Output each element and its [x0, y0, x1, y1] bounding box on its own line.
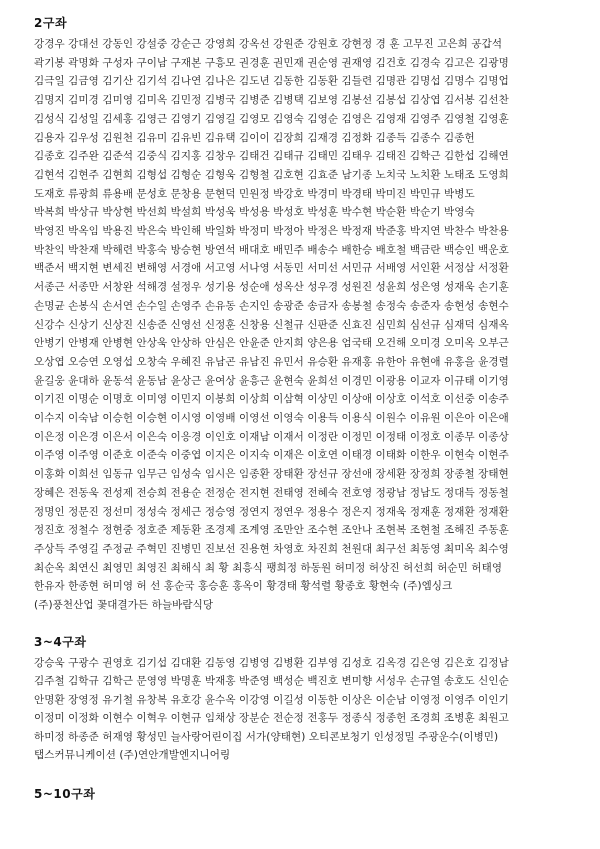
name-row: 서종근 서종만 서창완 석해경 설정우 성기용 성순애 성옥산 성우경 성원진 성윤희 성은영 성재욱 손기훈 — [34, 281, 509, 294]
name-row: 이수지 이숙남 이승헌 이승현 이시영 이영배 이영선 이영숙 이용득 이용식 이원수 이유원 이은아 이은애 — [34, 412, 509, 425]
name-row: 정명인 정문진 정선미 정성숙 정세근 정승영 정연지 정연우 정용수 정은지 정재욱 정재훈 정재환 정재환 — [34, 505, 509, 518]
name-row: 이주영 이주영 이준호 이준숙 이중엽 이지은 이지숙 이재은 이호연 이태경 이태화 이한우 이현숙 이현주 — [34, 449, 509, 462]
name-row: 신강수 신상기 신상진 신송준 신영선 신정훈 신창용 신철규 신판준 신효진 심민희 심선규 심재덕 심재옥 — [34, 318, 509, 331]
name-row: 김명지 김미경 김미영 김미옥 김민정 김병국 김병준 김병택 김보영 김봉선 김봉섭 김상엽 김서봉 김선찬 — [34, 94, 509, 107]
name-row: 최순옥 최연신 최영민 최영진 최해식 최 황 최흥식 팽희정 하동원 허미정 허상진 허선희 허순민 허태영 — [34, 561, 503, 574]
name-row: 하미정 하종준 허재영 황성민 늘사랑어린이집 서가(양태현) 오티콘보청기 인성정밀 주광운수(이병민) — [34, 730, 499, 743]
name-row: 이기진 이명순 이명호 이미영 이민지 이봉희 이상희 이삼혁 이상민 이상애 이상호 이석호 이선중 이송주 — [34, 393, 509, 406]
name-row: 강승욱 구광수 권영호 김기섭 김대환 김동영 김병영 김병환 김부영 김성호 김옥경 김은영 김은호 김정남 — [34, 656, 509, 669]
name-row: 정진호 정철수 정현중 정호준 제동환 조경제 조계영 조만안 조수현 조안나 조현복 조현철 조해진 주동훈 — [34, 524, 509, 537]
name-row: 박영진 박옥임 박용진 박은숙 박인해 박일화 박정미 박정아 박정은 박정재 박준홍 박지연 박찬수 박찬용 — [34, 225, 509, 238]
name-row: 김종호 김주완 김준석 김중식 김지홍 김창우 김태건 김태규 김태민 김태우 김태진 김학근 김한섭 김해연 — [34, 150, 509, 163]
name-row: 안명환 장영정 유기철 유창복 유호강 윤수옥 이강영 이길성 이동한 이상은 이순남 이영정 이영주 이인기 — [34, 693, 509, 706]
name-row: 한유자 한종현 허미영 허 선 홍순국 홍승훈 홍옥이 황경태 황석렬 황종호 황현숙 (주)엠싱크 — [34, 580, 453, 593]
name-row: 윤길웅 윤대하 윤동석 윤동남 윤상근 윤여상 윤흥근 윤현숙 윤희선 이경민 이광용 이교자 이규태 이기영 — [34, 374, 509, 387]
section-title: 2구좌 — [34, 16, 68, 30]
name-row: 안병기 안병재 안병현 안상욱 안상하 안심은 안윤준 안지희 양은용 엄국태 오건해 오미경 오미옥 오부근 — [34, 337, 509, 350]
name-row: 곽기봉 곽명화 구성자 구이남 구재본 구흥모 권경훈 권민재 권순영 권재영 김건호 김경숙 김고은 김광명 — [34, 56, 509, 69]
name-row: 도재호 류광희 류용배 문성호 문창용 문현덕 민원정 박강호 박경미 박경태 박미진 박민규 박병도 — [34, 187, 475, 200]
name-row: 박복희 박상규 박상현 박선희 박설희 박성욱 박성용 박성호 박성훈 박수현 박순환 박순기 박영숙 — [34, 206, 475, 219]
section-title: 5~10구좌 — [34, 786, 96, 801]
name-row: 이정미 이정화 이현수 이혁우 이현규 임채상 장분순 전순정 전홍두 정종식 정종헌 조경희 조병훈 최원고 — [34, 712, 509, 725]
name-row: 김용자 김우성 김원천 김유미 김유빈 김유택 김이이 김장희 김재경 김정화 김종득 김종수 김종헌 — [34, 131, 475, 144]
name-row: 김주철 김학규 김학근 문영영 박명훈 박재홍 박준영 백성순 백진호 변미향 서성우 손규열 송호도 신인순 — [34, 675, 509, 688]
name-row: 이은정 이은경 이은서 이은숙 이응경 이인호 이재남 이재서 이정란 이정민 이정태 이정호 이종무 이종상 — [34, 430, 509, 443]
name-row: 김극일 김금영 김기산 김기석 김나연 김나은 김도년 김동한 김동환 김들련 김명관 김명섭 김명수 김명업 — [34, 75, 509, 88]
name-row: 강경우 강대선 강동인 강설중 강순근 강영희 강옥선 강원준 강원호 강현정 경 훈 고무진 고은희 공갑석 — [34, 38, 503, 50]
name-row: 이홍화 이희선 임동규 임무근 임성숙 임시은 임종환 장태환 장선규 장선애 장세환 장정희 장종철 장태현 — [34, 468, 509, 481]
donor-name-list — [34, 35, 570, 615]
name-row: 오상엽 오승연 오영섭 오창숙 우혜진 유남곤 유남진 유민서 유승환 유재홍 유한아 유현애 유홍을 윤경렬 — [34, 355, 509, 368]
name-row: 백준서 백지현 변세진 변해영 서경애 서고영 서나영 서동민 서미선 서민규 서배영 서인환 서정삼 서정환 — [34, 262, 509, 275]
section-5-10-accounts — [30, 785, 570, 802]
name-row: 장혜은 전동욱 전성제 전승희 전용순 전정순 전지현 전태영 전혜숙 전호영 정광남 정남도 정대득 정동철 — [34, 486, 509, 499]
name-row: 주상득 주영길 주정균 주혁민 진병민 진보선 진용현 차영호 차진희 천원대 최구선 최동영 최미옥 최수영 — [34, 542, 509, 555]
name-row: 박찬익 박찬재 박해련 박홍숙 방승현 방연석 배대호 배민주 배송수 배한승 배호철 백금란 백승인 백운호 — [34, 243, 509, 256]
donor-name-list — [34, 654, 570, 765]
name-row: 손명균 손봉식 손서연 손수일 손영주 손유동 손지인 송광준 송금자 송봉철 송정숙 송준자 송현성 송현수 — [34, 299, 509, 312]
section-2-accounts — [30, 14, 570, 615]
section-3-4-accounts — [30, 633, 570, 765]
name-row: 김현석 김현주 김현희 김형섭 김형순 김형욱 김형철 김호현 김효준 남기종 노치국 노치환 노태조 도영희 — [34, 168, 509, 181]
name-row: 탭스커뮤니케이션 (주)연안개발엔지니어링 — [34, 749, 231, 762]
section-title: 3~4구좌 — [34, 634, 87, 649]
name-row: 김성식 김성일 김세홍 김영근 김영기 김영길 김영모 김영숙 김영순 김영은 김영재 김영주 김영철 김영훈 — [34, 112, 509, 125]
name-row: (주)풍천산업 꽃대결가든 하늘바람식당 — [34, 599, 214, 612]
